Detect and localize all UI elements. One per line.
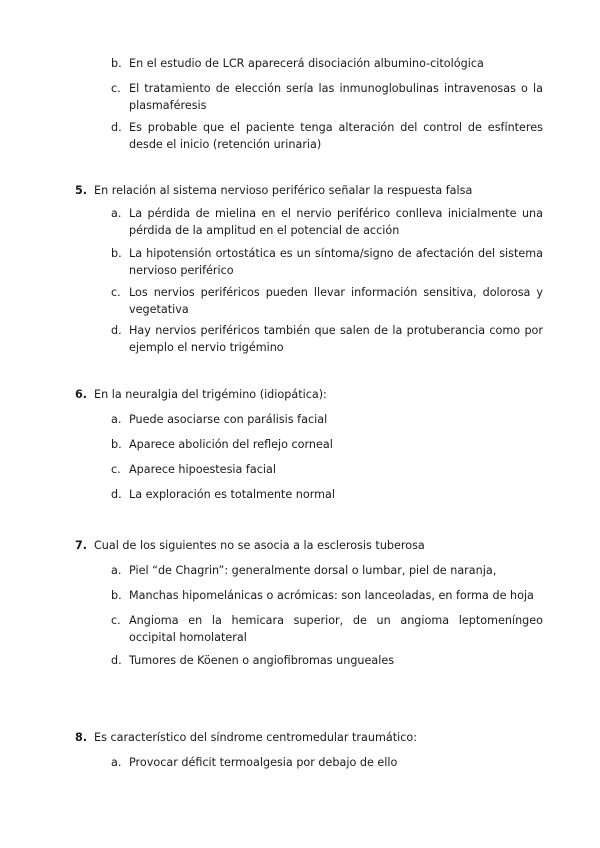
option-text: Piel “de Chagrin”: generalmente dorsal o lumbar, piel de naranja, [129,564,497,577]
option-text: La exploración es totalmente normal [129,488,335,501]
option-letter: c. [111,82,121,95]
option-letter: b. [111,589,122,602]
question-text: En la neuralgia del trigémino (idiopática): [94,388,327,401]
option-letter: a. [111,413,122,426]
option-letter: b. [111,438,122,451]
question-number: 5. [75,184,88,197]
option-text: El tratamiento de elección sería las inmunoglobulinas intravenosas o la plasmaféresis [129,82,543,112]
option-letter: a. [111,207,122,220]
option-letter: c. [111,286,121,299]
option-text: Los nervios periféricos pueden llevar información sensitiva, dolorosa y vegetativa [129,286,543,316]
option-letter: c. [111,463,121,476]
question-number: 8. [75,731,88,744]
question-text: En relación al sistema nervioso periférico señalar la respuesta falsa [94,184,473,197]
option-letter: a. [111,564,122,577]
option-letter: a. [111,756,122,769]
option-letter: b. [111,247,122,260]
option-text: En el estudio de LCR aparecerá disociación albumino-citológica [129,57,484,70]
question-text: Cual de los siguientes no se asocia a la esclerosis tuberosa [94,539,425,552]
option-text: Es probable que el paciente tenga alteración del control de esfínteres desde el inicio (retención urinaria) [129,121,543,151]
option-letter: d. [111,121,122,134]
option-letter: d. [111,654,122,667]
option-letter: d. [111,324,122,337]
option-text: Aparece abolición del reflejo corneal [129,438,333,451]
option-text: La pérdida de mielina en el nervio periférico conlleva inicialmente una pérdida de la amplitud en el potencial de acción [129,207,543,237]
option-text: La hipotensión ortostática es un síntoma/signo de afectación del sistema nervioso periférico [129,247,543,277]
option-text: Hay nervios periféricos también que salen de la protuberancia como por ejemplo el nervio trigémino [129,324,543,354]
option-text: Angioma en la hemicara superior, de un angioma leptomeníngeo occipital homolateral [129,614,543,644]
question-number: 6. [75,388,88,401]
option-text: Provocar déficit termoalgesia por debajo de ello [129,756,398,769]
option-text: Puede asociarse con parálisis facial [129,413,328,426]
option-text: Tumores de Köenen o angiofibromas ungueales [129,654,395,667]
option-letter: b. [111,57,122,70]
option-letter: d. [111,488,122,501]
option-text: Aparece hipoestesia facial [129,463,276,476]
question-number: 7. [75,539,88,552]
option-letter: c. [111,614,121,627]
question-text: Es característico del síndrome centromedular traumático: [94,731,417,744]
option-text: Manchas hipomelánicas o acrómicas: son lanceoladas, en forma de hoja [129,589,534,602]
